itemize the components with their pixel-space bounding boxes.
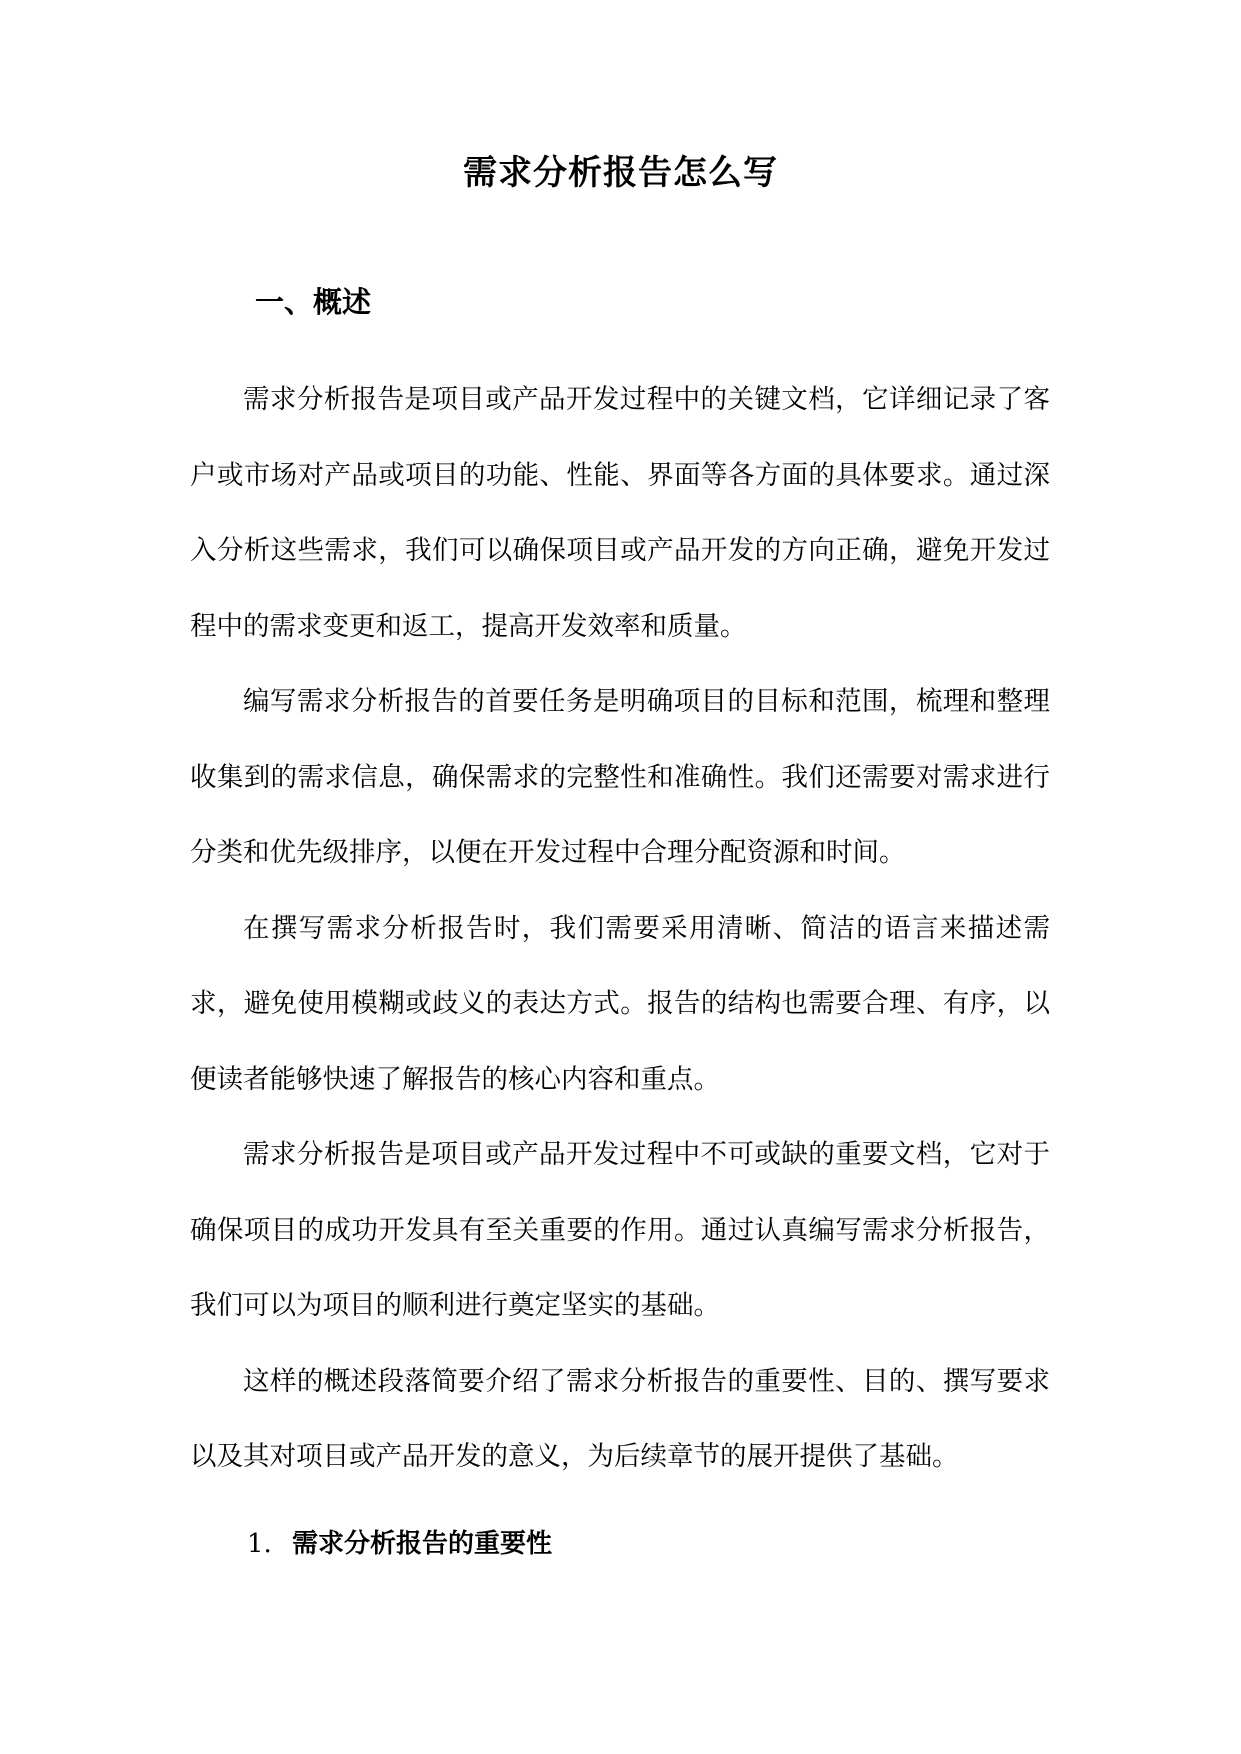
paragraph-2: 编写需求分析报告的首要任务是明确项目的目标和范围，梳理和整理收集到的需求信息，确保需求的完整性和准确性。我们还需要对需求进行分类和优先级排序，以便在开发过程中合理分配资源和时间。 bbox=[190, 686, 1050, 868]
paragraph-4: 需求分析报告是项目或产品开发过程中不可或缺的重要文档，它对于确保项目的成功开发具有至关重要的作用。通过认真编写需求分析报告，我们可以为项目的顺利进行奠定坚实的基础。 bbox=[190, 1139, 1050, 1321]
paragraph-1: 需求分析报告是项目或产品开发过程中的关键文档，它详细记录了客户或市场对产品或项目的功能、性能、界面等各方面的具体要求。通过深入分析这些需求，我们可以确保项目或产品开发的方向正确，避免开发过程中的需求变更和返工，提高开发效率和质量。 bbox=[190, 384, 1050, 642]
paragraph-3: 在撰写需求分析报告时，我们需要采用清晰、简洁的语言来描述需求，避免使用模糊或歧义的表达方式。报告的结构也需要合理、有序，以便读者能够快速了解报告的核心内容和重点。 bbox=[190, 912, 1050, 1095]
paragraph-5: 这样的概述段落简要介绍了需求分析报告的重要性、目的、撰写要求以及其对项目或产品开发的意义，为后续章节的展开提供了基础。 bbox=[190, 1365, 1050, 1472]
section-body bbox=[190, 362, 1050, 1495]
subsection-title: 需求分析报告的重要性 bbox=[292, 1529, 553, 1559]
subsection-heading bbox=[247, 1524, 552, 1564]
subsection-number: 1. bbox=[247, 1529, 272, 1559]
section-heading-overview: 一、概述 bbox=[255, 285, 372, 319]
document-title: 需求分析报告怎么写 bbox=[463, 153, 778, 193]
